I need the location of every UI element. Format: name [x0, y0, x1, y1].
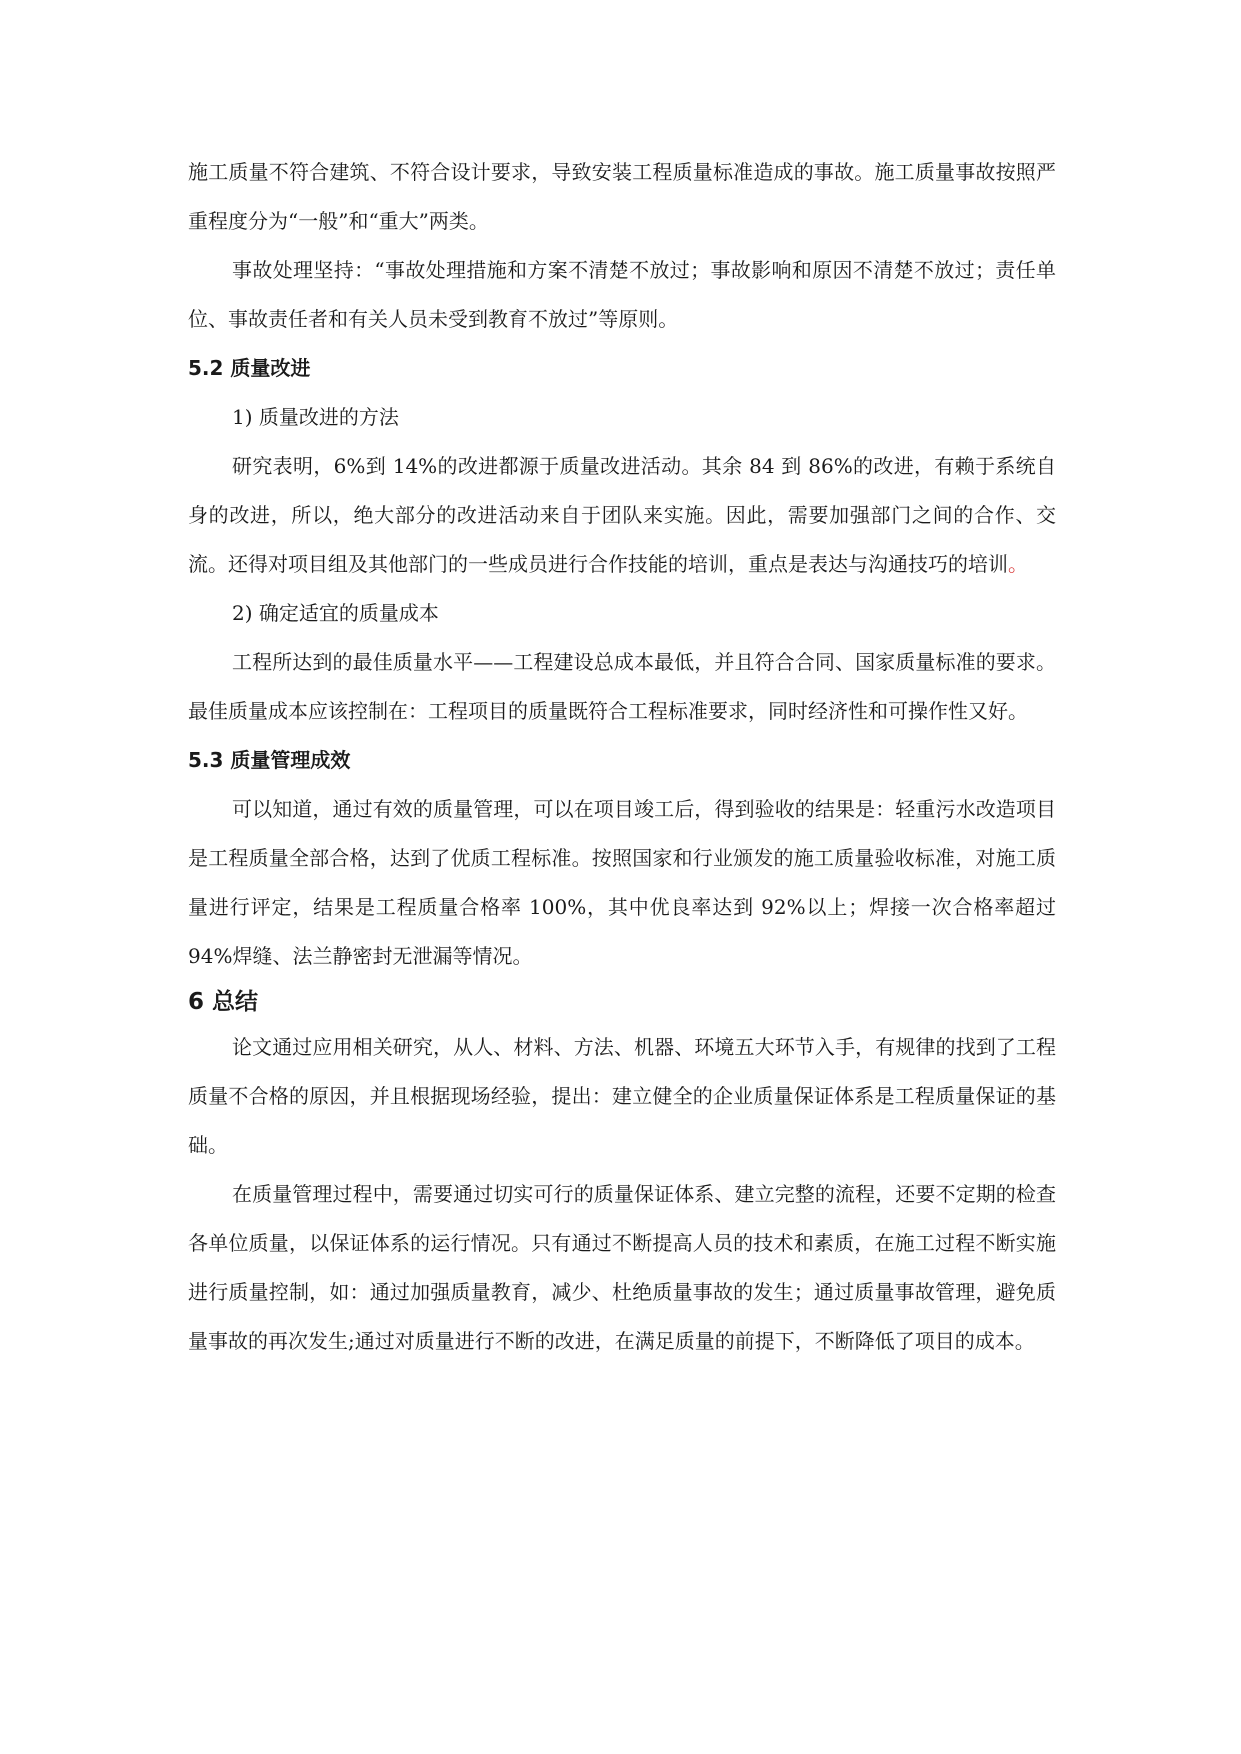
paragraph-summary-1: 论文通过应用相关研究，从人、材料、方法、机器、环境五大环节入手，有规律的找到了工程质量不合格的原因，并且根据现场经验，提出：建立健全的企业质量保证体系是工程质量保证的基础。: [188, 1035, 1056, 1157]
section-heading-5-2: 5.2 质量改进: [188, 356, 311, 380]
list-item-quality-improvement-method: 1) 质量改进的方法: [232, 405, 399, 429]
paragraph-improvement-research: [188, 442, 1056, 589]
list-item-quality-cost: 2) 确定适宜的质量成本: [232, 601, 439, 625]
section-heading-6: 6 总结: [188, 989, 259, 1015]
paragraph-quality-results: 可以知道，通过有效的质量管理，可以在项目竣工后，得到验收的结果是：轻重污水改造项目是工程质量全部合格，达到了优质工程标准。按照国家和行业颁发的施工质量验收标准，对施工质量进行评定，结果是工程质量合格率 100%，其中优良率达到 92%以上；焊接一次合格率超过 94%焊缝、法兰静密封无泄漏等情况。: [188, 797, 1056, 968]
red-period-mark: 。: [1008, 552, 1028, 576]
paragraph-improvement-research-text: 研究表明，6%到 14%的改进都源于质量改进活动。其余 84 到 86%的改进，有赖于系统自身的改进，所以，绝大部分的改进活动来自于团队来实施。因此，需要加强部门之间的合作、交流。还得对项目组及其他部门的一些成员进行合作技能的培训，重点是表达与沟通技巧的培训: [188, 454, 1056, 576]
paragraph-optimal-quality-cost: 工程所达到的最佳质量水平——工程建设总成本最低，并且符合合同、国家质量标准的要求。最佳质量成本应该控制在：工程项目的质量既符合工程标准要求，同时经济性和可操作性又好。: [188, 650, 1056, 723]
paragraph-accident-handling-principles: 事故处理坚持：“事故处理措施和方案不清楚不放过；事故影响和原因不清楚不放过；责任单位、事故责任者和有关人员未受到教育不放过”等原则。: [188, 258, 1056, 331]
paragraph-quality-accident-definition: 施工质量不符合建筑、不符合设计要求，导致安装工程质量标准造成的事故。施工质量事故按照严重程度分为“一般”和“重大”两类。: [188, 160, 1056, 233]
document-page: [188, 148, 1056, 1366]
section-heading-5-3: 5.3 质量管理成效: [188, 748, 351, 772]
paragraph-summary-2: 在质量管理过程中，需要通过切实可行的质量保证体系、建立完整的流程，还要不定期的检查各单位质量，以保证体系的运行情况。只有通过不断提高人员的技术和素质，在施工过程不断实施进行质量控制，如：通过加强质量教育，减少、杜绝质量事故的发生；通过质量事故管理，避免质量事故的再次发生;通过对质量进行不断的改进，在满足质量的前提下，不断降低了项目的成本。: [188, 1182, 1056, 1353]
